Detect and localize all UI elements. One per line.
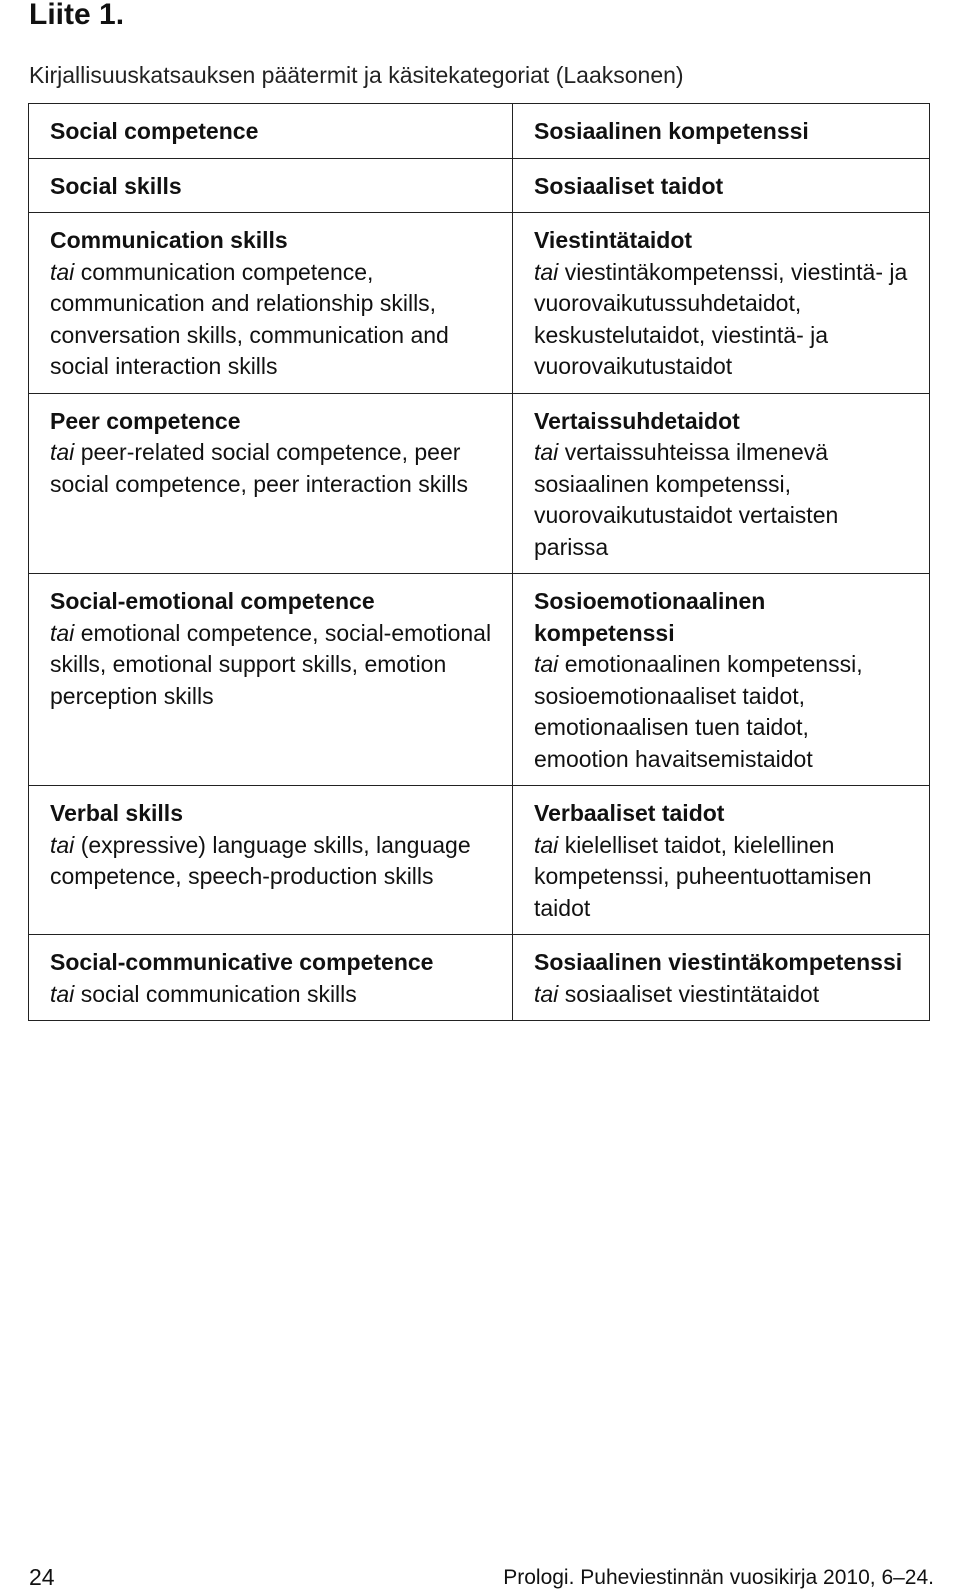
english-cell bbox=[29, 574, 513, 786]
table-row bbox=[29, 786, 930, 935]
english-cell bbox=[29, 158, 513, 213]
table-row bbox=[29, 158, 930, 213]
tai-connector: tai bbox=[534, 439, 559, 465]
table-row bbox=[29, 213, 930, 394]
english-synonyms: peer-related social competence, peer social competence, peer interaction skills bbox=[50, 439, 469, 497]
finnish-synonyms: sosiaaliset viestintätaidot bbox=[564, 980, 820, 1007]
finnish-cell bbox=[513, 574, 930, 786]
english-cell bbox=[29, 935, 513, 1021]
english-synonyms: communication competence, communication and relationship skills, conversation skills, communication and social interaction skills bbox=[50, 258, 449, 379]
tai-connector: tai bbox=[50, 619, 75, 646]
tai-connector: tai bbox=[50, 831, 75, 858]
publication-footer: Prologi. Puheviestinnän vuosikirja 2010, 6–24. bbox=[503, 1566, 934, 1589]
english-term: Social skills bbox=[50, 172, 182, 199]
finnish-cell bbox=[513, 158, 930, 213]
finnish-term: Viestintätaidot bbox=[534, 227, 693, 253]
finnish-synonyms: emotionaalinen kompetenssi, sosioemotionaaliset taidot, emotionaalisen tuen taidot, emootion havaitsemistaidot bbox=[534, 651, 863, 772]
table-row bbox=[29, 574, 930, 786]
tai-connector: tai bbox=[534, 651, 559, 677]
finnish-synonyms: vertaissuhteissa ilmenevä sosiaalinen kompetenssi, vuorovaikutustaidot vertaisten parissa bbox=[534, 439, 839, 560]
tai-connector: tai bbox=[50, 439, 75, 465]
english-cell bbox=[29, 104, 513, 159]
tai-connector: tai bbox=[534, 980, 559, 1007]
english-term: Verbal skills bbox=[50, 800, 183, 826]
appendix-heading: Liite 1. bbox=[29, 0, 125, 31]
tai-connector: tai bbox=[534, 831, 559, 858]
tai-connector: tai bbox=[50, 980, 75, 1007]
english-cell bbox=[29, 786, 513, 935]
finnish-cell bbox=[513, 213, 930, 394]
terms-table bbox=[28, 103, 930, 1021]
table-caption: Kirjallisuuskatsauksen päätermit ja käsitekategoriat (Laaksonen) bbox=[29, 62, 684, 88]
english-term: Social competence bbox=[50, 118, 259, 144]
table-row bbox=[29, 935, 930, 1021]
finnish-cell bbox=[513, 393, 930, 574]
english-cell bbox=[29, 393, 513, 574]
finnish-term: Sosiaaliset taidot bbox=[534, 172, 724, 199]
english-term: Peer competence bbox=[50, 407, 241, 434]
finnish-synonyms: kielelliset taidot, kielellinen kompetenssi, puheentuottamisen taidot bbox=[534, 831, 872, 921]
finnish-cell bbox=[513, 104, 930, 159]
finnish-term: Vertaissuhdetaidot bbox=[534, 407, 740, 434]
finnish-synonyms: viestintäkompetenssi, viestintä- ja vuorovaikutussuhdetaidot, keskustelutaidot, viestintä- ja vuorovaikutustaidot bbox=[534, 258, 908, 379]
finnish-term: Verbaaliset taidot bbox=[534, 800, 725, 826]
table-row bbox=[29, 393, 930, 574]
english-term: Communication skills bbox=[50, 227, 288, 253]
finnish-term: Sosiaalinen kompetenssi bbox=[534, 118, 809, 144]
english-cell bbox=[29, 213, 513, 394]
finnish-cell bbox=[513, 786, 930, 935]
english-synonyms: emotional competence, social-emotional skills, emotional support skills, emotion perception skills bbox=[50, 619, 492, 709]
english-synonyms: (expressive) language skills, language competence, speech-production skills bbox=[50, 831, 471, 889]
finnish-term: Sosiaalinen viestintäkompetenssi bbox=[534, 949, 903, 975]
finnish-term: Sosioemotionaalinen kompetenssi bbox=[534, 588, 766, 646]
english-term: Social-emotional competence bbox=[50, 588, 375, 614]
english-term: Social-communicative competence bbox=[50, 949, 434, 975]
finnish-cell bbox=[513, 935, 930, 1021]
tai-connector: tai bbox=[50, 258, 75, 285]
page-number: 24 bbox=[29, 1564, 55, 1590]
english-synonyms: social communication skills bbox=[80, 980, 357, 1007]
table-row bbox=[29, 104, 930, 159]
tai-connector: tai bbox=[534, 258, 559, 285]
